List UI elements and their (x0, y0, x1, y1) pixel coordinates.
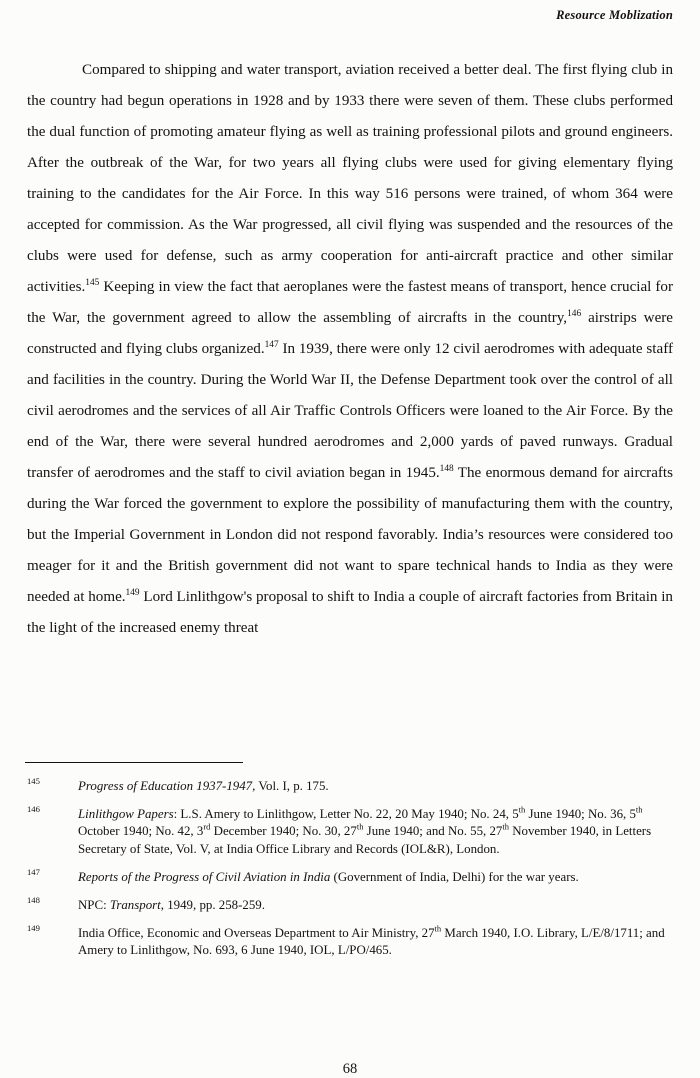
body-text-block (27, 55, 673, 644)
footnote-text: Progress of Education 1937-1947, Vol. I, p. 175. (78, 779, 329, 793)
footnote-text: NPC: Transport, 1949, pp. 258-259. (78, 898, 265, 913)
footnote-item (25, 778, 673, 795)
footnote-list (25, 778, 673, 960)
footnote-item (25, 866, 673, 886)
footnote-number: 146 (27, 804, 40, 815)
footnote-number: 145 (27, 776, 40, 786)
footnote-number: 147 (27, 866, 40, 877)
footnote-item (25, 806, 673, 858)
footnote-text: Reports of the Progress of Civil Aviation in India (Government of India, Delhi) for the war years. (78, 869, 579, 884)
body-paragraph: Compared to shipping and water transport, aviation received a better deal. The first flying club in the country had begun operations in 1928 and by 1933 there were seven of them. These clubs performed the dual function of promoting amateur flying as well as training professional pilots and ground engineers. After the outbreak of the War, for two years all flying clubs were used for giving elementary flying training to the candidates for the Air Force. In this way 516 persons were trained, of whom 364 were accepted for commission. As the War progressed, all civil flying was suspended and the resources of the clubs were used for defense, such as army cooperation for anti-aircraft practice and other similar activities.$^{145}$ Keeping in view the fact that aeroplanes were the fastest means of transport, hence crucial for the War, the government agreed to allow the assembling of aircrafts in the country,$^{146}$ airstrips were constructed and flying clubs organized.$^{147}$ In 1939, there were only 12 civil aerodromes with adequate staff and facilities in the country. During the World War II, the Defense Department took over the control of all civil aerodromes and the services of all Air Traffic Controls Officers were loaned to the Air Force. By the end of the War, there were several hundred aerodromes and 2,000 yards of paved runways. Gradual transfer of aerodromes and the staff to civil aviation began in 1945.$^{148}$ The enormous demand for aircrafts during the War forced the government to explore the possibility of manufacturing them with the country, but the Imperial Government in London did not respond favorably. India’s resources were considered too meager for it and the British government did not want to spare technical hands to India as they were needed at home.$^{149}$ Lord Linlithgow's proposal to shift to India a couple of aircraft factories from Britain in the light of the increased enemy threat (27, 62, 674, 636)
footnote-item (25, 925, 673, 959)
footnote-text: Linlithgow Papers: L.S. Amery to Linlithgow, Letter No. 22, 20 May 1940; No. 24, 5th June 1940; No. 36, 5th October 1940; No. 42, 3rd December 1940; No. 30, 27th June 1940; and No. 55, 27th November 1940, in Letters Secretary of State, Vol. V, at India Office Library and Records (IOL&R), London. (78, 804, 652, 856)
footnote-item (25, 897, 673, 914)
footnote-separator-rule (25, 762, 243, 763)
page-number: 68 (342, 1061, 358, 1077)
footnote-number: 149 (27, 923, 40, 934)
footnote-text: India Office, Economic and Overseas Department to Air Ministry, 27th March 1940, I.O. Library, L/E/8/1711; and Amery to Linlithgow, No. 693, 6 June 1940, IOL, L/PO/465. (78, 923, 665, 958)
running-header-title: Resource Moblization (556, 8, 673, 22)
footnote-number: 148 (27, 895, 40, 906)
